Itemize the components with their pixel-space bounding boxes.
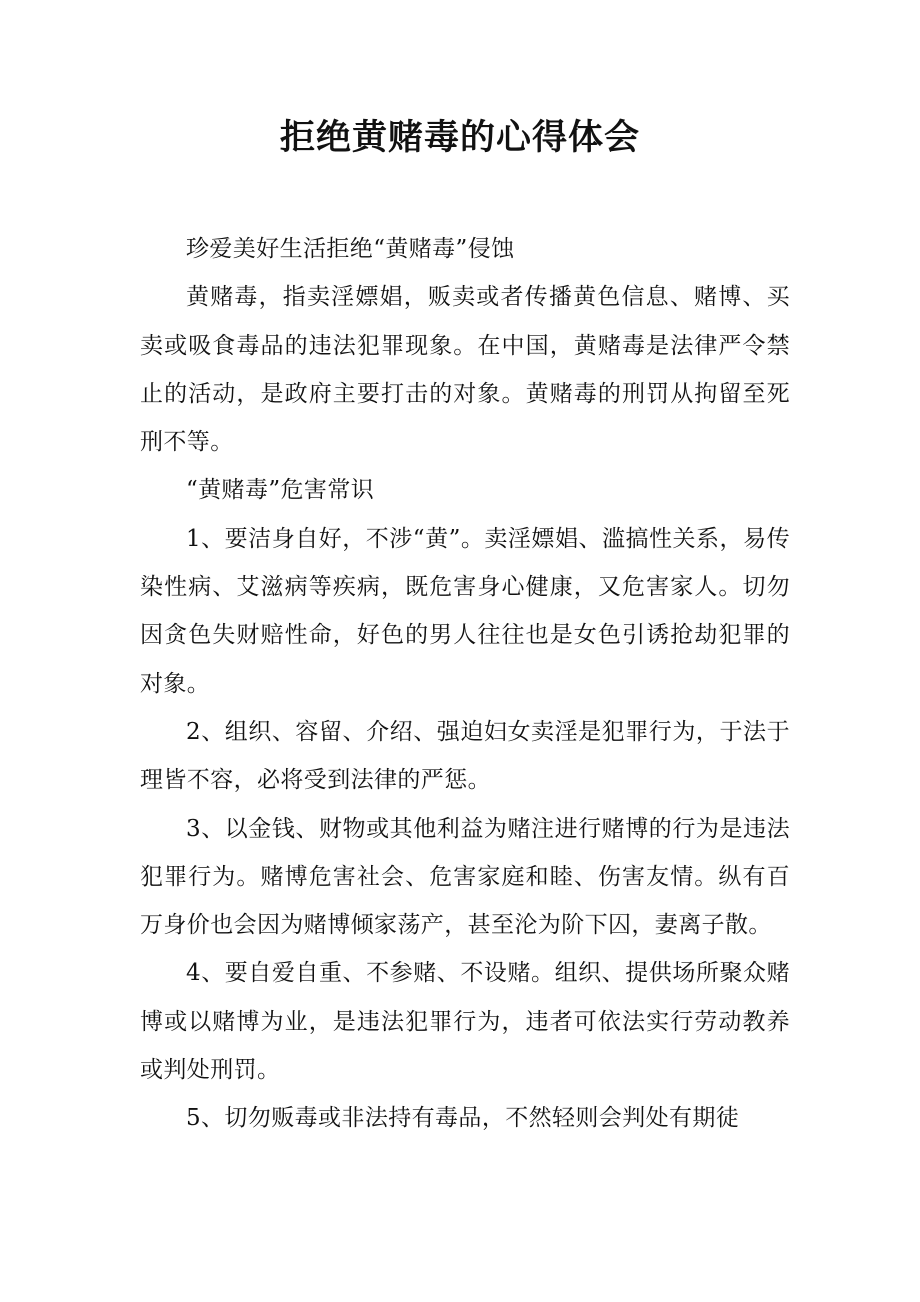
paragraph-item-3: 3、以金钱、财物或其他利益为赌注进行赌博的行为是违法犯罪行为。赌博危害社会、危害家庭和睦、伤害友情。纵有百万身价也会因为赌博倾家荡产，甚至沦为阶下囚，妻离子散。 (140, 815, 790, 939)
paragraph-item-1: 1、要洁身自好，不涉“黄”。卖淫嫖娼、滥搞性关系，易传染性病、艾滋病等疾病，既危害身心健康，又危害家人。切勿因贪色失财赔性命，好色的男人往往也是女色引诱抢劫犯罪的对象。 (140, 525, 790, 697)
paragraph-item-2: 2、组织、容留、介绍、强迫妇女卖淫是犯罪行为，于法于理皆不容，必将受到法律的严惩。 (140, 718, 790, 794)
document-title: 拒绝黄赌毒的心得体会 (279, 117, 640, 158)
paragraph-item-5: 5、切勿贩毒或非法持有毒品，不然轻则会判处有期徒 (186, 1105, 740, 1132)
paragraph-definition: 黄赌毒，指卖淫嫖娼，贩卖或者传播黄色信息、赌博、买卖或吸食毒品的违法犯罪现象。在中国，黄赌毒是法律严令禁止的活动，是政府主要打击的对象。黄赌毒的刑罚从拘留至死刑不等。 (140, 284, 790, 456)
paragraph-section-heading: “黄赌毒”危害常识 (186, 477, 375, 504)
paragraph-item-4: 4、要自爱自重、不参赌、不设赌。组织、提供场所聚众赌博或以赌博为业，是违法犯罪行为，违者可依法实行劳动教养或判处刑罚。 (140, 960, 790, 1084)
document-body (140, 225, 790, 1143)
paragraph-subtitle: 珍爱美好生活拒绝“黄赌毒”侵蚀 (186, 236, 515, 262)
